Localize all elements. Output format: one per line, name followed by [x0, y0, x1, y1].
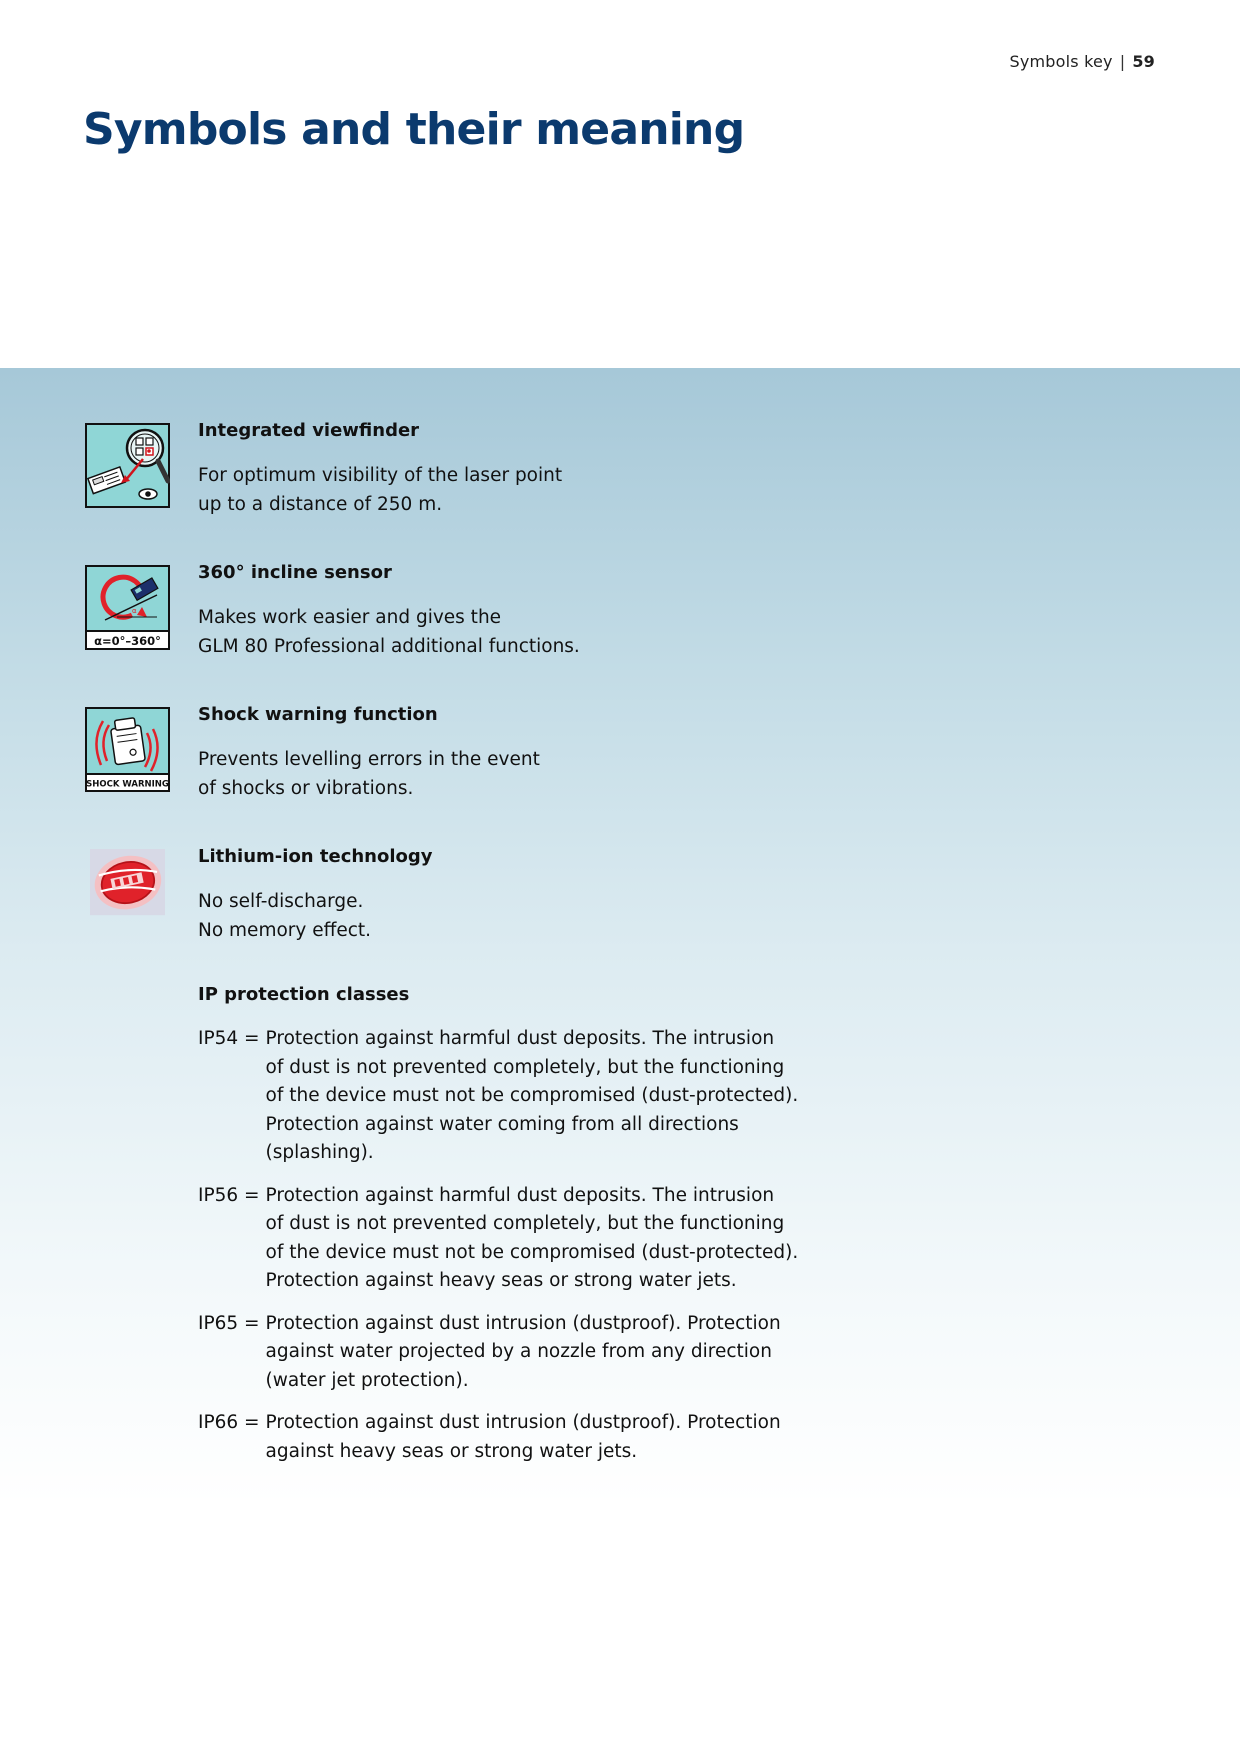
- ip-line: Protection against harmful dust deposits. The intrusion: [265, 1028, 775, 1049]
- ip-line: against heavy seas or strong water jets.: [265, 1440, 638, 1462]
- incline-sensor-icon-label: α=0°–360°: [94, 634, 161, 648]
- incline-sensor-icon: [85, 565, 170, 650]
- ip-line: Protection against water coming from all directions: [265, 1113, 739, 1135]
- feature-title: Shock warning function: [198, 704, 438, 725]
- ip-line: (water jet protection).: [265, 1369, 469, 1391]
- ip-line: of the device must not be compromised (dust-protected).: [265, 1085, 799, 1106]
- feature-line: No memory effect.: [198, 919, 372, 941]
- feature-description: [198, 604, 838, 661]
- ip-class-ip54: [198, 1025, 898, 1168]
- header-separator: |: [1119, 52, 1126, 71]
- shock-warning-icon: [85, 707, 170, 792]
- ip-line: of dust is not prevented completely, but the functioning: [265, 1056, 785, 1078]
- ip-description: [260, 1409, 898, 1466]
- ip-line: of the device must not be compromised (dust-protected).: [265, 1241, 799, 1263]
- ip-code: IP66 =: [198, 1412, 260, 1433]
- ip-line: Protection against heavy seas or strong water jets.: [265, 1270, 737, 1291]
- symbols-panel: [0, 368, 1240, 1754]
- feature-line: No self-discharge.: [198, 891, 364, 912]
- ip-section-title: IP protection classes: [198, 984, 410, 1005]
- feature-title: Integrated viewfinder: [198, 420, 420, 441]
- feature-title: 360° incline sensor: [198, 562, 392, 583]
- ip-class-ip65: [198, 1310, 898, 1396]
- ip-description: [260, 1310, 898, 1396]
- page-number: 59: [1132, 52, 1155, 71]
- shock-warning-icon-label: SHOCK WARNING: [86, 779, 169, 790]
- page-title: Symbols and their meaning: [83, 104, 745, 155]
- feature-description: [198, 746, 838, 803]
- ip-code: IP54 =: [198, 1028, 260, 1049]
- feature-line: For optimum visibility of the laser point: [198, 465, 563, 486]
- feature-line: up to a distance of 250 m.: [198, 493, 443, 515]
- feature-line: Makes work easier and gives the: [198, 607, 502, 628]
- feature-line: of shocks or vibrations.: [198, 777, 414, 799]
- ip-line: (splashing).: [265, 1142, 374, 1163]
- ip-description: [260, 1182, 898, 1296]
- ip-class-ip56: [198, 1182, 898, 1296]
- ip-class-list: [198, 1025, 898, 1480]
- ip-code: IP65 =: [198, 1312, 260, 1334]
- ip-line: Protection against dust intrusion (dustproof). Protection: [265, 1412, 781, 1433]
- feature-description: [198, 462, 838, 519]
- ip-class-ip66: [198, 1409, 898, 1466]
- ip-code: IP56 =: [198, 1184, 260, 1206]
- running-head: [1010, 52, 1156, 71]
- lithium-ion-logo: [85, 849, 170, 924]
- section-name: Symbols key: [1009, 52, 1113, 71]
- ip-line: Protection against dust intrusion (dustproof). Protection: [265, 1312, 781, 1334]
- ip-line: of dust is not prevented completely, but the functioning: [265, 1213, 785, 1234]
- ip-line: against water projected by a nozzle from any direction: [265, 1341, 772, 1362]
- svg-text:α: α: [132, 607, 137, 615]
- feature-title: Lithium-ion technology: [198, 846, 433, 867]
- ip-description: [260, 1025, 898, 1168]
- viewfinder-icon: [85, 423, 170, 508]
- feature-description: [198, 888, 838, 945]
- feature-line: Prevents levelling errors in the event: [198, 749, 540, 770]
- ip-line: Protection against harmful dust deposits. The intrusion: [265, 1184, 775, 1206]
- feature-line: GLM 80 Professional additional functions.: [198, 635, 580, 657]
